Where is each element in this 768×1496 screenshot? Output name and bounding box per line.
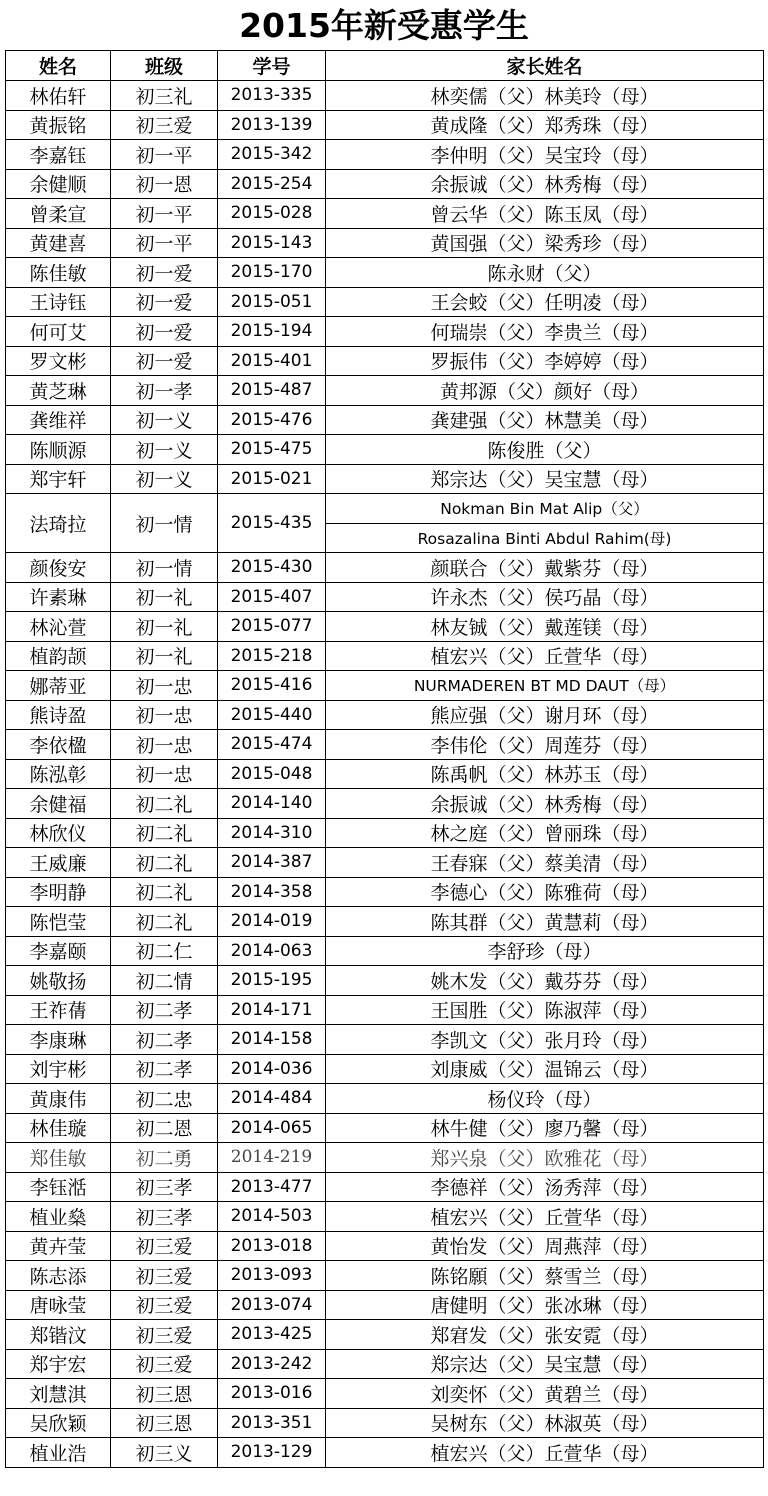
- student-id-cell: 2015-407: [218, 582, 326, 612]
- table-row: [6, 582, 764, 612]
- parents-cell: 李德祥（父）汤秀萍（母）: [326, 1172, 764, 1202]
- parents-cell: 植宏兴（父）丘萱华（母）: [326, 1438, 764, 1468]
- student-id-cell: 2015-170: [218, 258, 326, 288]
- student-name-cell: 黄卉莹: [6, 1231, 111, 1261]
- class-cell: 初一义: [111, 464, 218, 494]
- class-cell: 初二礼: [111, 818, 218, 848]
- student-name-cell: 李明静: [6, 877, 111, 907]
- table-row: [6, 1143, 764, 1173]
- parents-cell: 郑兴泉（父）欧雅花（母）: [326, 1143, 764, 1173]
- student-id-cell: 2013-242: [218, 1349, 326, 1379]
- student-name-cell: 陈佳敏: [6, 258, 111, 288]
- student-name-cell: 王诗钰: [6, 287, 111, 317]
- student-name-cell: 唐咏莹: [6, 1290, 111, 1320]
- student-id-cell: 2015-077: [218, 612, 326, 642]
- parents-cell: 陈铭願（父）蔡雪兰（母）: [326, 1261, 764, 1291]
- class-cell: 初三孝: [111, 1172, 218, 1202]
- student-id-cell: 2013-139: [218, 110, 326, 140]
- class-cell: 初一爱: [111, 287, 218, 317]
- student-id-cell: 2014-219: [218, 1143, 326, 1173]
- student-name-cell: 颜俊安: [6, 553, 111, 583]
- student-name-cell: 刘慧淇: [6, 1379, 111, 1409]
- table-row: [6, 877, 764, 907]
- parents-cell: 植宏兴（父）丘萱华（母）: [326, 1202, 764, 1232]
- parents-cell: 罗振伟（父）李婷婷（母）: [326, 346, 764, 376]
- header-row: [6, 51, 764, 81]
- table-row: [6, 1349, 764, 1379]
- parents-cell: 王春寐（父）蔡美清（母）: [326, 848, 764, 878]
- student-id-cell: 2015-440: [218, 700, 326, 730]
- student-name-cell: 罗文彬: [6, 346, 111, 376]
- student-name-cell: 王祚蒨: [6, 995, 111, 1025]
- parents-cell: 陈永财（父）: [326, 258, 764, 288]
- class-cell: 初二孝: [111, 1054, 218, 1084]
- student-name-cell: 娜蒂亚: [6, 671, 111, 701]
- student-name-cell: 许素琳: [6, 582, 111, 612]
- class-cell: 初二礼: [111, 877, 218, 907]
- student-id-cell: 2014-036: [218, 1054, 326, 1084]
- student-id-cell: 2015-028: [218, 199, 326, 229]
- student-id-cell: 2014-158: [218, 1025, 326, 1055]
- parents-cell: 吴树东（父）林淑英（母）: [326, 1408, 764, 1438]
- class-cell: 初二勇: [111, 1143, 218, 1173]
- table-row: [6, 759, 764, 789]
- class-cell: 初二孝: [111, 995, 218, 1025]
- student-name-cell: 吴欣颖: [6, 1408, 111, 1438]
- table-row: [6, 81, 764, 111]
- header-name: 姓名: [6, 51, 111, 81]
- class-cell: 初一忠: [111, 671, 218, 701]
- student-id-cell: 2015-048: [218, 759, 326, 789]
- student-id-cell: 2013-477: [218, 1172, 326, 1202]
- class-cell: 初三恩: [111, 1408, 218, 1438]
- parents-cell: 李伟伦（父）周莲芬（母）: [326, 730, 764, 760]
- student-id-cell: 2014-310: [218, 818, 326, 848]
- class-cell: 初三爱: [111, 1261, 218, 1291]
- class-cell: 初二礼: [111, 789, 218, 819]
- parents-cell: 陈禹帆（父）林苏玉（母）: [326, 759, 764, 789]
- class-cell: 初一恩: [111, 169, 218, 199]
- student-id-cell: 2013-093: [218, 1261, 326, 1291]
- parents-cell: 颜联合（父）戴紫芬（母）: [326, 553, 764, 583]
- table-row: [6, 1438, 764, 1468]
- parents-cell: 刘奕怀（父）黄碧兰（母）: [326, 1379, 764, 1409]
- table-row: [6, 228, 764, 258]
- student-id-cell: 2014-358: [218, 877, 326, 907]
- student-id-cell: 2013-335: [218, 81, 326, 111]
- table-row: [6, 1113, 764, 1143]
- student-name-cell: 林佳璇: [6, 1113, 111, 1143]
- student-name-cell: 何可艾: [6, 317, 111, 347]
- parents-cell: 李凯文（父）张月玲（母）: [326, 1025, 764, 1055]
- table-row: [6, 1320, 764, 1350]
- student-name-cell: 余健顺: [6, 169, 111, 199]
- class-cell: 初二忠: [111, 1084, 218, 1114]
- table-row: [6, 553, 764, 583]
- table-row: [6, 1408, 764, 1438]
- parents-cell: 王会蛟（父）任明凌（母）: [326, 287, 764, 317]
- class-cell: 初一爱: [111, 258, 218, 288]
- table-row: [6, 169, 764, 199]
- student-name-cell: 陈顺源: [6, 435, 111, 465]
- parents-cell: 林奕儒（父）林美玲（母）: [326, 81, 764, 111]
- student-id-cell: 2013-016: [218, 1379, 326, 1409]
- student-table: [5, 50, 764, 1468]
- table-row: [6, 199, 764, 229]
- parents-cell: 郑宗达（父）吴宝慧（母）: [326, 1349, 764, 1379]
- table-row: [6, 641, 764, 671]
- table-row: [6, 907, 764, 937]
- class-cell: 初一平: [111, 140, 218, 170]
- student-name-cell: 陈志添: [6, 1261, 111, 1291]
- parents-cell: 陈其群（父）黄慧莉（母）: [326, 907, 764, 937]
- table-row: [6, 110, 764, 140]
- class-cell: 初三礼: [111, 81, 218, 111]
- parents-cell: 植宏兴（父）丘萱华（母）: [326, 641, 764, 671]
- student-id-cell: 2014-065: [218, 1113, 326, 1143]
- parents-cell: 熊应强（父）谢月环（母）: [326, 700, 764, 730]
- student-id-cell: 2013-425: [218, 1320, 326, 1350]
- table-row: [6, 435, 764, 465]
- class-cell: 初一礼: [111, 582, 218, 612]
- class-cell: 初二仁: [111, 936, 218, 966]
- class-cell: 初一情: [111, 553, 218, 583]
- class-cell: 初三爱: [111, 1320, 218, 1350]
- class-cell: 初三恩: [111, 1379, 218, 1409]
- parents-cell: 刘康威（父）温锦云（母）: [326, 1054, 764, 1084]
- student-name-cell: 郑宇轩: [6, 464, 111, 494]
- header-class: 班级: [111, 51, 218, 81]
- student-id-cell: 2015-194: [218, 317, 326, 347]
- class-cell: 初三孝: [111, 1202, 218, 1232]
- table-row: [6, 700, 764, 730]
- class-cell: 初一忠: [111, 700, 218, 730]
- class-cell: 初二恩: [111, 1113, 218, 1143]
- student-name-cell: 余健福: [6, 789, 111, 819]
- student-id-cell: 2015-416: [218, 671, 326, 701]
- student-id-cell: 2014-503: [218, 1202, 326, 1232]
- parents-cell: 郑宗达（父）吴宝慧（母）: [326, 464, 764, 494]
- student-name-cell: 熊诗盈: [6, 700, 111, 730]
- parents-cell: 余振诚（父）林秀梅（母）: [326, 789, 764, 819]
- student-name-cell: 李嘉颐: [6, 936, 111, 966]
- table-row: [6, 317, 764, 347]
- parents-cell: 黄邦源（父）颜好（母）: [326, 376, 764, 406]
- student-name-cell: 黄建喜: [6, 228, 111, 258]
- student-name-cell: 李康琳: [6, 1025, 111, 1055]
- class-cell: 初三爱: [111, 110, 218, 140]
- table-row: [6, 671, 764, 701]
- table-row: [6, 848, 764, 878]
- table-row: [6, 1054, 764, 1084]
- student-name-cell: 刘宇彬: [6, 1054, 111, 1084]
- class-cell: 初二礼: [111, 907, 218, 937]
- student-id-cell: 2014-484: [218, 1084, 326, 1114]
- parents-cell: 黄怡发（父）周燕萍（母）: [326, 1231, 764, 1261]
- parents-cell: 李德心（父）陈雅荷（母）: [326, 877, 764, 907]
- table-header: [6, 51, 764, 81]
- table-row: [6, 818, 764, 848]
- parents-cell: 唐健明（父）张冰琳（母）: [326, 1290, 764, 1320]
- table-body: [6, 81, 764, 1468]
- header-parents: 家长姓名: [326, 51, 764, 81]
- student-id-cell: 2014-140: [218, 789, 326, 819]
- class-cell: 初一忠: [111, 730, 218, 760]
- student-name-cell: 林欣仪: [6, 818, 111, 848]
- student-name-cell: 李钰湉: [6, 1172, 111, 1202]
- student-name-cell: 王威廉: [6, 848, 111, 878]
- class-cell: 初一平: [111, 228, 218, 258]
- parents-cell: Rosazalina Binti Abdul Rahim(母): [326, 523, 764, 553]
- parents-cell: 陈俊胜（父）: [326, 435, 764, 465]
- student-name-cell: 李依楹: [6, 730, 111, 760]
- student-id-cell: 2015-475: [218, 435, 326, 465]
- table-row: [6, 1261, 764, 1291]
- table-row: [6, 936, 764, 966]
- student-id-cell: 2015-401: [218, 346, 326, 376]
- student-name-cell: 法琦拉: [6, 494, 111, 553]
- student-name-cell: 植业燊: [6, 1202, 111, 1232]
- parents-cell: 黄国强（父）梁秀珍（母）: [326, 228, 764, 258]
- student-id-cell: 2015-430: [218, 553, 326, 583]
- student-id-cell: 2015-143: [218, 228, 326, 258]
- class-cell: 初二情: [111, 966, 218, 996]
- class-cell: 初一义: [111, 435, 218, 465]
- student-id-cell: 2015-021: [218, 464, 326, 494]
- class-cell: 初三爱: [111, 1231, 218, 1261]
- student-name-cell: 林佑轩: [6, 81, 111, 111]
- parents-cell: 林牛健（父）廖乃馨（母）: [326, 1113, 764, 1143]
- table-row: [6, 730, 764, 760]
- table-row: [6, 258, 764, 288]
- table-row: [6, 1084, 764, 1114]
- parents-cell: NURMADEREN BT MD DAUT（母）: [326, 671, 764, 701]
- parents-cell: 余振诚（父）林秀梅（母）: [326, 169, 764, 199]
- class-cell: 初三爱: [111, 1349, 218, 1379]
- student-id-cell: 2013-074: [218, 1290, 326, 1320]
- table-row: [6, 1202, 764, 1232]
- student-name-cell: 植韵颉: [6, 641, 111, 671]
- student-name-cell: 郑佳敏: [6, 1143, 111, 1173]
- student-id-cell: 2015-051: [218, 287, 326, 317]
- parents-cell: 许永杰（父）侯巧晶（母）: [326, 582, 764, 612]
- class-cell: 初一忠: [111, 759, 218, 789]
- page-title: 2015年新受惠学生: [239, 6, 529, 45]
- class-cell: 初一礼: [111, 641, 218, 671]
- student-id-cell: 2014-019: [218, 907, 326, 937]
- parents-cell: 何瑞崇（父）李贵兰（母）: [326, 317, 764, 347]
- parents-cell: 李舒珍（母）: [326, 936, 764, 966]
- parents-cell: 曾云华（父）陈玉凤（母）: [326, 199, 764, 229]
- student-name-cell: 郑锴汶: [6, 1320, 111, 1350]
- parents-cell: 杨仪玲（母）: [326, 1084, 764, 1114]
- student-name-cell: 陈泓彰: [6, 759, 111, 789]
- table-row: [6, 494, 764, 524]
- student-name-cell: 郑宇宏: [6, 1349, 111, 1379]
- table-row: [6, 966, 764, 996]
- class-cell: 初一平: [111, 199, 218, 229]
- student-id-cell: 2015-487: [218, 376, 326, 406]
- table-row: [6, 1379, 764, 1409]
- class-cell: 初一义: [111, 405, 218, 435]
- student-id-cell: 2013-018: [218, 1231, 326, 1261]
- table-row: [6, 464, 764, 494]
- table-row: [6, 995, 764, 1025]
- student-name-cell: 龚维祥: [6, 405, 111, 435]
- header-student-id: 学号: [218, 51, 326, 81]
- student-name-cell: 林沁萱: [6, 612, 111, 642]
- parents-cell: 林友铖（父）戴莲镁（母）: [326, 612, 764, 642]
- student-name-cell: 李嘉钰: [6, 140, 111, 170]
- student-name-cell: 植业浩: [6, 1438, 111, 1468]
- table-row: [6, 1231, 764, 1261]
- student-name-cell: 姚敬扬: [6, 966, 111, 996]
- class-cell: 初三爱: [111, 1290, 218, 1320]
- parents-cell: 郑宭发（父）张安霓（母）: [326, 1320, 764, 1350]
- parents-cell: 李仲明（父）吴宝玲（母）: [326, 140, 764, 170]
- student-id-cell: 2015-254: [218, 169, 326, 199]
- table-row: [6, 789, 764, 819]
- table-row: [6, 346, 764, 376]
- table-row: [6, 1290, 764, 1320]
- class-cell: 初一爱: [111, 346, 218, 376]
- parents-cell: 黄成隆（父）郑秀珠（母）: [326, 110, 764, 140]
- student-name-cell: 陈恺莹: [6, 907, 111, 937]
- parents-cell: 姚木发（父）戴芬芬（母）: [326, 966, 764, 996]
- student-name-cell: 曾柔宣: [6, 199, 111, 229]
- parents-cell: 王国胜（父）陈淑萍（母）: [326, 995, 764, 1025]
- table-row: [6, 612, 764, 642]
- class-cell: 初三义: [111, 1438, 218, 1468]
- student-id-cell: 2015-476: [218, 405, 326, 435]
- class-cell: 初一礼: [111, 612, 218, 642]
- class-cell: 初一孝: [111, 376, 218, 406]
- class-cell: 初一情: [111, 494, 218, 553]
- student-id-cell: 2014-063: [218, 936, 326, 966]
- parents-cell: 林之庭（父）曾丽珠（母）: [326, 818, 764, 848]
- table-row: [6, 287, 764, 317]
- student-id-cell: 2015-474: [218, 730, 326, 760]
- student-name-cell: 黄振铭: [6, 110, 111, 140]
- class-cell: 初二礼: [111, 848, 218, 878]
- student-name-cell: 黄康伟: [6, 1084, 111, 1114]
- student-id-cell: 2014-171: [218, 995, 326, 1025]
- table-row: [6, 405, 764, 435]
- student-id-cell: 2015-435: [218, 494, 326, 553]
- student-id-cell: 2015-218: [218, 641, 326, 671]
- student-id-cell: 2015-195: [218, 966, 326, 996]
- table-row: [6, 376, 764, 406]
- table-row: [6, 1172, 764, 1202]
- class-cell: 初一爱: [111, 317, 218, 347]
- parents-cell: Nokman Bin Mat Alip（父）: [326, 494, 764, 524]
- class-cell: 初二孝: [111, 1025, 218, 1055]
- table-row: [6, 1025, 764, 1055]
- student-id-cell: 2013-129: [218, 1438, 326, 1468]
- student-id-cell: 2015-342: [218, 140, 326, 170]
- student-id-cell: 2014-387: [218, 848, 326, 878]
- parents-cell: 龚建强（父）林慧美（母）: [326, 405, 764, 435]
- table-row: [6, 140, 764, 170]
- student-id-cell: 2013-351: [218, 1408, 326, 1438]
- student-name-cell: 黄芝琳: [6, 376, 111, 406]
